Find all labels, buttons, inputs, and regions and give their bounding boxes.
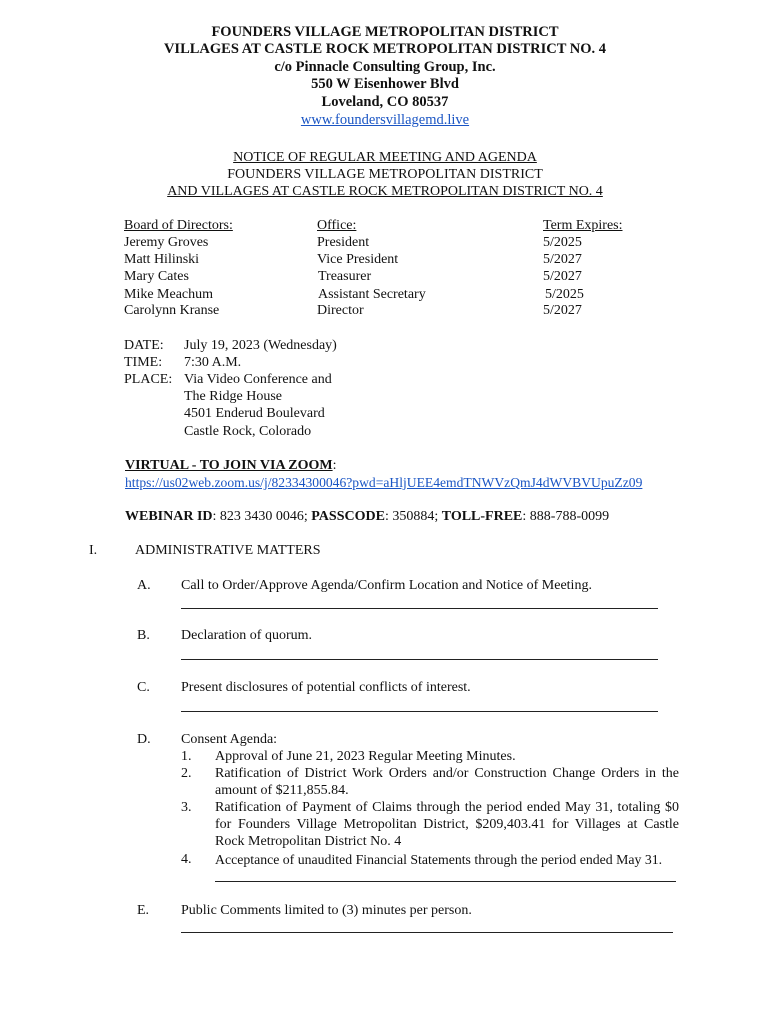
date-label: DATE: <box>124 338 164 353</box>
member-term: 5/2027 <box>543 269 582 284</box>
consent-number: 4. <box>181 852 192 867</box>
consent-number: 1. <box>181 749 192 764</box>
item-letter: D. <box>137 732 151 747</box>
member-name: Jeremy Groves <box>124 235 209 250</box>
item-text: Present disclosures of potential conflicts of interest. <box>181 680 471 695</box>
item-text: Consent Agenda: <box>181 732 278 747</box>
item-text: Public Comments limited to (3) minutes per person. <box>181 903 472 918</box>
member-office: Treasurer <box>318 269 372 284</box>
zoom-link[interactable]: https://us02web.zoom.us/j/82334300046?pwd=aHljUEE4emdTNWVzQmJ4dWVBVUpuZz09 <box>125 475 643 490</box>
member-term: 5/2025 <box>543 235 582 250</box>
consent-text: Approval of June 21, 2023 Regular Meeting Minutes. <box>215 749 516 764</box>
section-title: ADMINISTRATIVE MATTERS <box>135 543 321 558</box>
consent-text: Ratification of Payment of Claims through the period ended May 31, totaling $0 for Founders Village Metropolitan District, $209,403.41 for Villages at Castle Rock Metropolitan District No. 4 <box>215 800 679 849</box>
consent-text: Ratification of District Work Orders and/or Construction Change Orders in the amount of $211,855.84. <box>215 766 679 798</box>
member-name: Mary Cates <box>124 269 189 284</box>
webinar-info <box>125 508 609 525</box>
city-state-zip: Loveland, CO 80537 <box>321 94 449 110</box>
virtual-heading: VIRTUAL - TO JOIN VIA ZOOM <box>125 458 333 473</box>
place-line: The Ridge House <box>184 389 282 404</box>
time-label: TIME: <box>124 355 163 370</box>
section-numeral: I. <box>89 543 98 558</box>
notes-rule <box>215 881 676 882</box>
item-letter: C. <box>137 680 150 695</box>
webinar-id-value: : 823 3430 0046; <box>212 509 312 524</box>
toll-free-value: : 888-788-0099 <box>522 509 610 524</box>
place-label: PLACE: <box>124 372 173 387</box>
consent-number: 2. <box>181 766 192 781</box>
consent-text: Acceptance of unaudited Financial Statements through the period ended May 31. <box>215 852 663 867</box>
passcode-label: PASSCODE <box>311 509 385 524</box>
notes-rule <box>181 711 658 712</box>
term-column-header: Term Expires: <box>543 218 623 233</box>
item-letter: E. <box>137 903 150 918</box>
item-letter: A. <box>137 578 151 593</box>
care-of-line: c/o Pinnacle Consulting Group, Inc. <box>274 59 496 75</box>
notes-rule <box>181 659 658 660</box>
item-text: Call to Order/Approve Agenda/Confirm Location and Notice of Meeting. <box>181 578 592 593</box>
item-letter: B. <box>137 628 150 643</box>
virtual-colon: : <box>332 458 337 473</box>
office-column-header: Office: <box>317 218 357 233</box>
member-term: 5/2027 <box>543 252 582 267</box>
board-column-header: Board of Directors: <box>124 218 233 233</box>
member-office: Assistant Secretary <box>318 287 426 302</box>
date-value: July 19, 2023 (Wednesday) <box>184 338 337 353</box>
time-value: 7:30 A.M. <box>184 355 242 370</box>
consent-number: 3. <box>181 800 192 815</box>
notes-rule <box>181 932 673 933</box>
place-line: Castle Rock, Colorado <box>184 424 312 439</box>
district-name-2: VILLAGES AT CASTLE ROCK METROPOLITAN DISTRICT NO. 4 <box>163 41 607 57</box>
member-name: Carolynn Kranse <box>124 303 220 318</box>
place-line: 4501 Enderud Boulevard <box>184 406 325 421</box>
webinar-id-label: WEBINAR ID <box>125 509 213 524</box>
member-name: Matt Hilinski <box>124 252 200 267</box>
street-address: 550 W Eisenhower Blvd <box>311 76 459 92</box>
member-office: President <box>317 235 370 250</box>
notice-district-2: AND VILLAGES AT CASTLE ROCK METROPOLITAN DISTRICT NO. 4 <box>167 184 603 199</box>
notice-title: NOTICE OF REGULAR MEETING AND AGENDA <box>233 150 537 165</box>
member-office: Director <box>317 303 364 318</box>
item-text: Declaration of quorum. <box>181 628 313 643</box>
passcode-value: : 350884; <box>384 509 442 524</box>
virtual-heading-line <box>125 457 337 474</box>
notes-rule <box>181 608 658 609</box>
website-link[interactable]: www.foundersvillagemd.live <box>300 112 470 128</box>
member-term: 5/2027 <box>543 303 582 318</box>
member-office: Vice President <box>317 252 399 267</box>
member-name: Mike Meachum <box>124 287 214 302</box>
toll-free-label: TOLL-FREE <box>441 509 523 524</box>
place-line: Via Video Conference and <box>184 372 332 387</box>
district-name-1: FOUNDERS VILLAGE METROPOLITAN DISTRICT <box>211 24 559 40</box>
notice-district-1: FOUNDERS VILLAGE METROPOLITAN DISTRICT <box>227 167 543 182</box>
member-term: 5/2025 <box>545 287 584 302</box>
